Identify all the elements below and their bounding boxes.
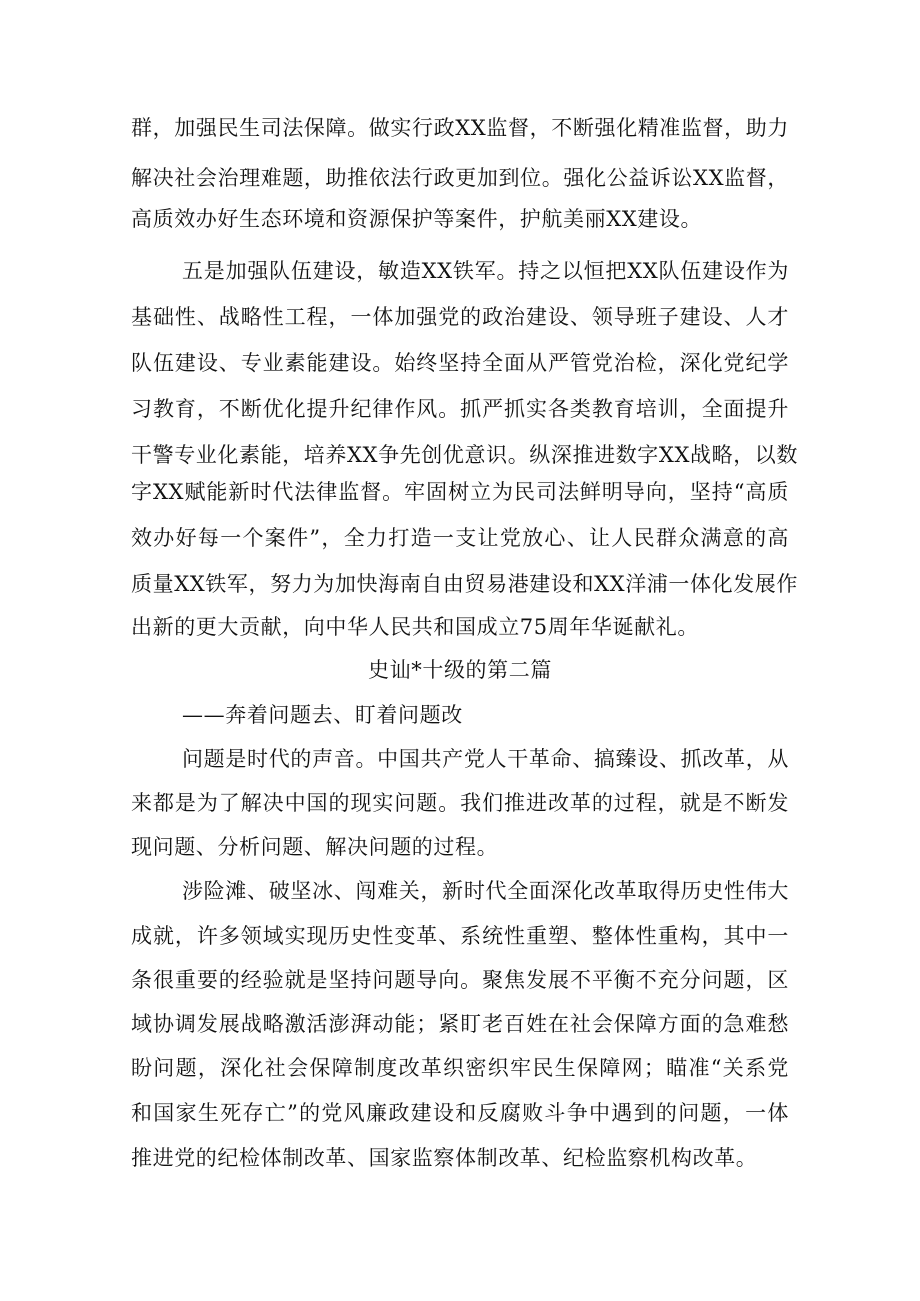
paragraph-line: 五是加强队伍建设，敏造XX铁军。持之以恒把XX队伍建设作为 xyxy=(182,259,789,283)
paragraph-line: 习教育，不断优化提升纪律作风。抓严抓实各类教育培训，全面提升 xyxy=(131,397,789,421)
paragraph-line: 盼问题，深化社会保障制度改革织密织牢民生保障网；瞄准“关系党 xyxy=(131,1056,789,1080)
paragraph-line: 解决社会治理难题，助推依法行政更加到位。强化公益诉讼XX监督， xyxy=(131,166,789,190)
paragraph-line: 成就，许多领域实现历史性变革、系统性重塑、整体性重构，其中一 xyxy=(131,924,789,948)
paragraph-line: 字XX赋能新时代法律监督。牢固树立为民司法鲜明导向，坚持“高质 xyxy=(131,480,789,504)
paragraph-line: 干警专业化素能，培养XX争先创优意识。纵深推进数字XX战略，以数 xyxy=(131,443,798,467)
paragraph-line: 高质效办好生态环境和资源保护等案件，护航美丽XX建设。 xyxy=(131,207,703,231)
paragraph-line: 条很重要的经验就是坚持问题导向。聚焦发展不平衡不充分问题，区 xyxy=(131,968,789,992)
paragraph-line: 域协调发展战略激活澎湃动能；紧盯老百姓在社会保障方面的急难愁 xyxy=(131,1012,789,1036)
paragraph-line: 来都是为了解决中国的现实问题。我们推进改革的过程，就是不断发 xyxy=(131,791,789,815)
section-title: 史讪*十级的第二篇 xyxy=(368,658,552,682)
paragraph-line: 效办好每一个案件”，全力打造一支让党放心、让人民群众满意的高 xyxy=(131,526,789,550)
paragraph-line: 基础性、战略性工程，一体加强党的政治建设、领导班子建设、人才 xyxy=(131,305,789,329)
section-subtitle: ——奔着问题去、盯着问题改 xyxy=(182,703,463,727)
paragraph-line: 和国家生死存亡”的党风廉政建设和反腐败斗争中遇到的问题，一体 xyxy=(131,1101,789,1125)
paragraph-line: 队伍建设、专业素能建设。始终坚持全面从严管党治检，深化党纪学 xyxy=(131,351,789,375)
paragraph-line: 质量XX铁军，努力为加快海南自由贸易港建设和XX洋浦一体化发展作 xyxy=(131,572,798,596)
paragraph-line: 涉险滩、破坚冰、闯难关，新时代全面深化改革取得历史性伟大 xyxy=(182,879,789,903)
paragraph-line: 推进党的纪检体制改革、国家监察体制改革、纪检监察机构改革。 xyxy=(131,1146,758,1170)
paragraph-line: 现问题、分析问题、解决问题的过程。 xyxy=(131,835,499,859)
paragraph-line: 问题是时代的声音。中国共产党人干革命、搞臻设、抓改革，从 xyxy=(182,747,789,771)
paragraph-line: 出新的更大贡献，向中华人民共和国成立75周年华诞献礼。 xyxy=(131,615,699,639)
paragraph-line: 群，加强民生司法保障。做实行政XX监督，不断强化精准监督，助力 xyxy=(131,116,789,140)
